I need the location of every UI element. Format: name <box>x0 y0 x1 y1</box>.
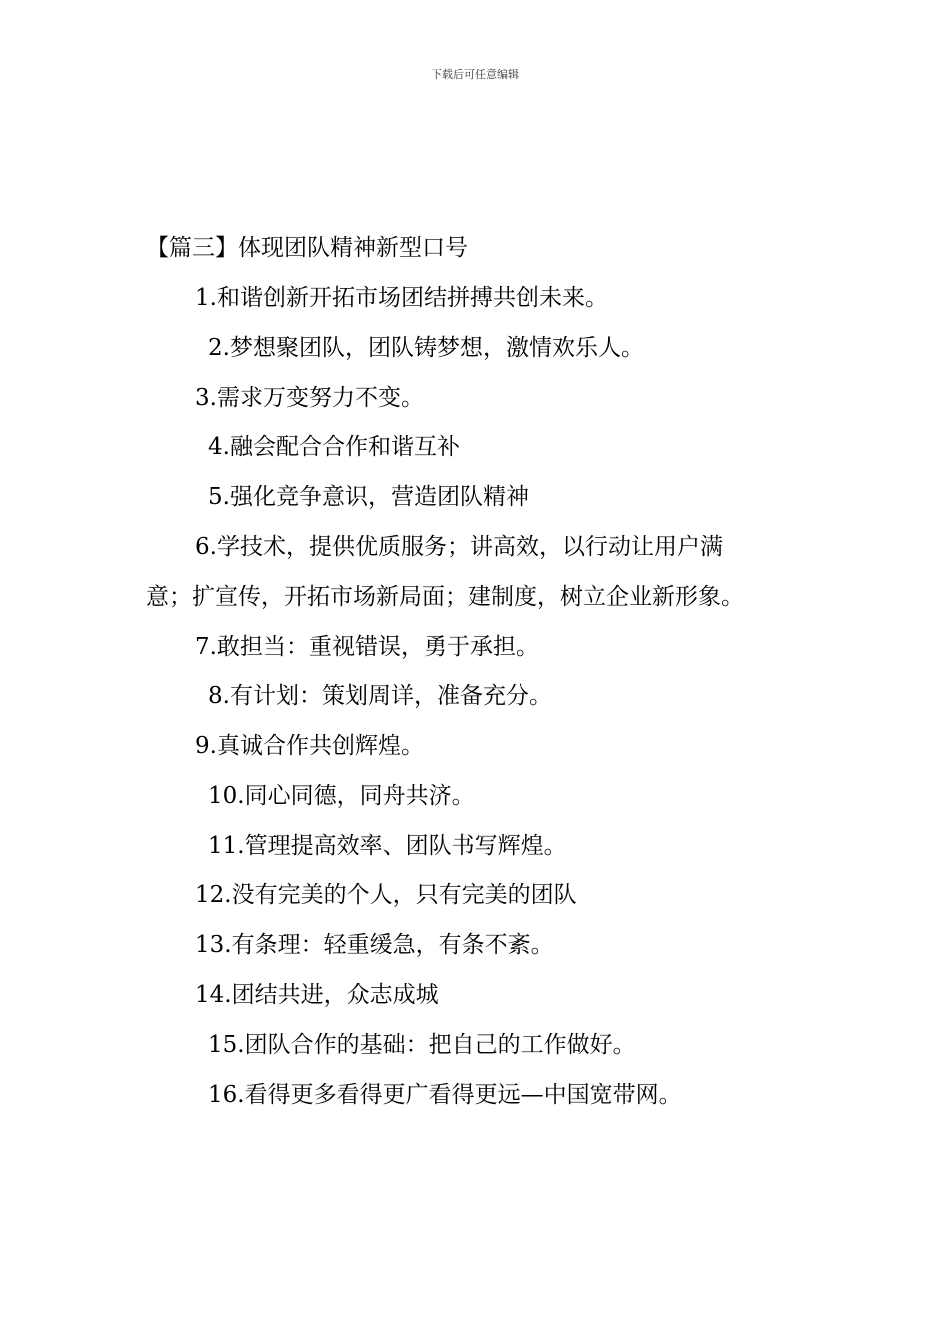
slogan-item: 13.有条理：轻重缓急，有条不紊。 <box>195 932 554 958</box>
header-note: 下载后可任意编辑 <box>431 68 519 81</box>
slogan-item-continuation: 意；扩宣传，开拓市场新局面；建制度，树立企业新形象。 <box>146 584 744 610</box>
slogan-item: 16.看得更多看得更广看得更远—中国宽带网。 <box>208 1082 682 1108</box>
slogan-item: 6.学技术，提供优质服务；讲高效，以行动让用户满 <box>195 534 723 560</box>
slogan-item: 11.管理提高效率、团队书写辉煌。 <box>208 833 567 859</box>
slogan-item: 8.有计划：策划周详，准备充分。 <box>208 683 552 709</box>
slogan-item: 7.敢担当：重视错误，勇于承担。 <box>195 634 539 660</box>
slogan-item: 9.真诚合作共创辉煌。 <box>195 733 424 759</box>
slogan-item: 15.团队合作的基础：把自己的工作做好。 <box>208 1032 636 1058</box>
section-title: 【篇三】体现团队精神新型口号 <box>146 235 468 261</box>
slogan-item: 10.同心同德，同舟共济。 <box>208 783 475 809</box>
slogan-item: 4.融会配合合作和谐互补 <box>208 434 460 460</box>
slogan-item: 14.团结共进，众志成城 <box>195 982 439 1008</box>
slogan-item: 5.强化竞争意识，营造团队精神 <box>208 484 529 510</box>
slogan-item: 12.没有完美的个人，只有完美的团队 <box>195 882 577 908</box>
slogan-item: 3.需求万变努力不变。 <box>195 385 424 411</box>
slogan-item: 2.梦想聚团队，团队铸梦想，激情欢乐人。 <box>208 335 644 361</box>
slogan-item: 1.和谐创新开拓市场团结拼搏共创未来。 <box>195 285 608 311</box>
